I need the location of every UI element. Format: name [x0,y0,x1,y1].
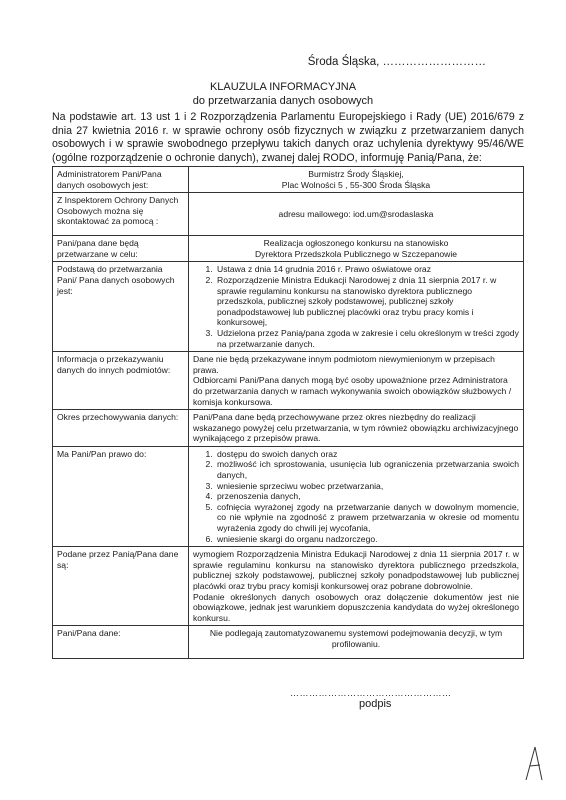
purpose-label: Pani/pana dane będą przetwarzane w celu: [53,236,189,262]
rights-label: Ma Pani/Pan prawo do: [53,446,189,546]
row-recipients [53,352,524,410]
row-automated [53,626,524,659]
automated-value: Nie podlegają zautomatyzowanemu systemowi podejmowania decyzji, w tym profilowaniu. [189,626,524,659]
list-item: 2. możliwość ich sprostowania, usunięcia lub ograniczenia przetwarzania swoich danych, [215,459,519,480]
signature-label: podpis [359,698,392,710]
list-item: 5. cofnięcia wyrażonej zgody na przetwarzanie danych w dowolnym momencie, co nie wpłynie na zgodność z prawem przetwarzania w okresie od momentu wyrażenia zgody do chwili jej wycofania, [215,502,519,534]
list-item: 1. Ustawa z dnia 14 grudnia 2016 r. Prawo oświatowe oraz [215,264,519,275]
retention-label: Okres przechowywania danych: [53,410,189,447]
provided-label: Podane przez Panią/Pana dane są: [53,547,189,626]
automated-label: Pani/Pana dane: [53,626,189,659]
administrator-address: Plac Wolności 5 , 55-300 Środa Śląska [281,179,431,190]
information-table [52,166,524,659]
title-subtitle: do przetwarzania danych osobowych [192,95,374,107]
rights-value [189,446,524,546]
row-inspector [53,193,524,236]
row-legal-basis [53,262,524,352]
administrator-name: Burmistrz Środy Śląskiej, [308,169,404,179]
purpose-value [189,236,524,262]
rights-list [193,449,519,544]
place-date-line: Środa Śląska, ……………………… [307,56,486,68]
list-item: 2. Rozporządzenie Ministra Edukacji Narodowej z dnia 11 sierpnia 2017 r. w sprawie regulaminu konkursu na stanowisko dyrektora publicznego przedszkola, publicznej szkoły podstawowej, publicznej szkoły ponadpodstawowej lub publicznej placówki oraz trybu pracy komis i konkursowej, [215,275,519,328]
title-main: KLAUZULA INFORMACYJNA [209,81,357,93]
recipients-paragraph: Odbiorcami Pani/Pana danych mogą być osoby upoważnione przez Administratora do przetwarzania danych w ramach wykonywania swoich obowiązków służbowych / komisja konkursowa. [193,375,512,407]
handwritten-initial [522,744,548,782]
recipients-value [189,352,524,410]
list-item: 3. wniesienie sprzeciwu wobec przetwarzania, [215,481,519,492]
recipients-paragraph: Dane nie będą przekazywane innym podmiotom niewymienionym w przepisach prawa. [193,354,495,375]
recipients-label: Informacja o przekazywaniu danych do innych podmiotów: [53,352,189,410]
purpose-line-1: Realizacja ogłoszonego konkursu na stanowisko [263,238,449,249]
legal-basis-value [189,262,524,352]
legal-basis-label: Podstawą do przetwarzania Pani/ Pana danych osobowych jest: [53,262,189,352]
provided-paragraph: Podanie określonych danych osobowych oraz dołączenie dokumentów jest nie obowiązkowe, jednak jest warunkiem dopuszczenia kandydata do wyżej określonego konkursu. [193,591,519,623]
row-retention [53,410,524,447]
administrator-label: Administratorem Pani/Pana danych osobowych jest: [53,167,189,193]
row-purpose [53,236,524,262]
list-item: 3. Udzielona przez Panią/pana zgoda w zakresie i celu określonym w treści zgody na przetwarzanie danych. [215,328,519,349]
document-title [0,80,566,108]
intro-paragraph: Na podstawie art. 13 ust 1 i 2 Rozporządzenia Parlamentu Europejskiego i Rady (UE) 2016/679 z dnia 27 kwietnia 2016 r. w sprawie ochrony osób fizycznych w związku z przetwarzaniem danych osobowych i w sprawie swobodnego przepływu takich danych oraz uchylenia dyrektywy 95/46/WE (ogólne rozporządzenie o ochronie danych), zwanej dalej RODO, informuję Panią/Pana, że: [52,111,524,164]
signature-line: …………………………………………… [290,688,452,698]
list-item: 1. dostępu do swoich danych oraz [215,449,519,460]
administrator-value [189,167,524,193]
purpose-line-2: Dyrektora Przedszkola Publicznego w Szczepanowie [254,248,458,259]
list-item: 4. przenoszenia danych, [215,491,519,502]
provided-value [189,547,524,626]
row-rights [53,446,524,546]
provided-paragraph: wymogiem Rozporządzenia Ministra Edukacji Narodowej z dnia 11 sierpnia 2017 r. w sprawie regulaminu konkursu na stanowisko dyrektora publicznego przedszkola, publicznej szkoły podstawowej, publicznej szkoły ponadpodstawowej lub publicznej placówki oraz trybu pracy komisji konkursowej oraz pobrane dobrowolnie. [193,549,519,591]
row-administrator [53,167,524,193]
retention-value: Pani/Pana dane będą przechowywane przez okres niezbędny do realizacji wskazanego powyżej celu przetwarzania, w tym również obowiązku archiwizacyjnego wynikającego z przepisów prawa. [189,410,524,447]
row-provided [53,547,524,626]
inspector-contact: adresu mailowego: iod.um@srodaslaska [189,193,524,236]
inspector-label: Z Inspektorem Ochrony Danych Osobowych można się skontaktować za pomocą : [53,193,189,236]
legal-basis-list [193,264,519,349]
list-item: 6. wniesienie skargi do organu nadzorczego. [215,534,519,545]
